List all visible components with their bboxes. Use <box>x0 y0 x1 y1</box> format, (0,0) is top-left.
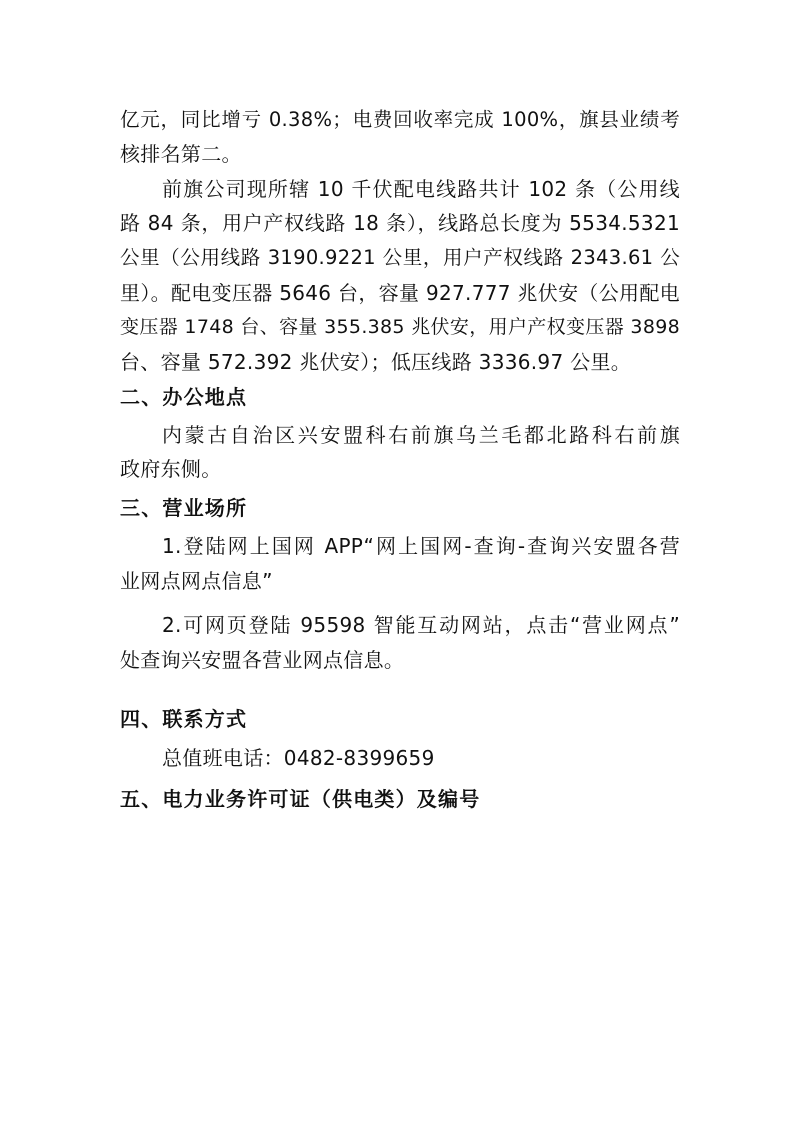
body-text-line: 台、容量 572.392 兆伏安）；低压线路 3336.97 公里。 <box>120 350 632 374</box>
body-text-line: 政府东侧。 <box>120 457 222 481</box>
section-heading-office-location: 二、办公地点 <box>120 385 248 409</box>
body-text-line: 变压器 1748 台、容量 355.385 兆伏安，用户产权变压器 3898 <box>120 316 680 338</box>
body-text-line: 核排名第二。 <box>120 142 242 166</box>
body-text-line: 处查询兴安盟各营业网点信息。 <box>120 648 405 672</box>
body-text-line: 前旗公司现所辖 10 千伏配电线路共计 102 条（公用线 <box>162 177 680 201</box>
body-text-line: 内蒙古自治区兴安盟科右前旗乌兰毛都北路科右前旗 <box>162 423 680 447</box>
section-heading-contact: 四、联系方式 <box>120 707 248 731</box>
body-text-line: 路 84 条，用户产权线路 18 条），线路总长度为 5534.5321 <box>120 211 680 235</box>
body-text-line: 业网点网点信息” <box>120 569 273 593</box>
duty-phone-line: 总值班电话：0482-8399659 <box>162 746 435 770</box>
body-text-line: 2.可网页登陆 95598 智能互动网站，点击“营业网点” <box>162 613 680 637</box>
section-heading-license: 五、电力业务许可证（供电类）及编号 <box>120 787 481 811</box>
body-text-line: 1.登陆网上国网 APP“网上国网-查询-查询兴安盟各营 <box>162 534 680 558</box>
body-text-line: 亿元，同比增亏 0.38%；电费回收率完成 100%，旗县业绩考 <box>120 108 680 131</box>
body-text-line: 公里（公用线路 3190.9221 公里，用户产权线路 2343.61 公 <box>120 246 680 269</box>
body-text-line: 里）。配电变压器 5646 台，容量 927.777 兆伏安（公用配电 <box>120 281 680 305</box>
section-heading-business-premises: 三、营业场所 <box>120 496 248 520</box>
